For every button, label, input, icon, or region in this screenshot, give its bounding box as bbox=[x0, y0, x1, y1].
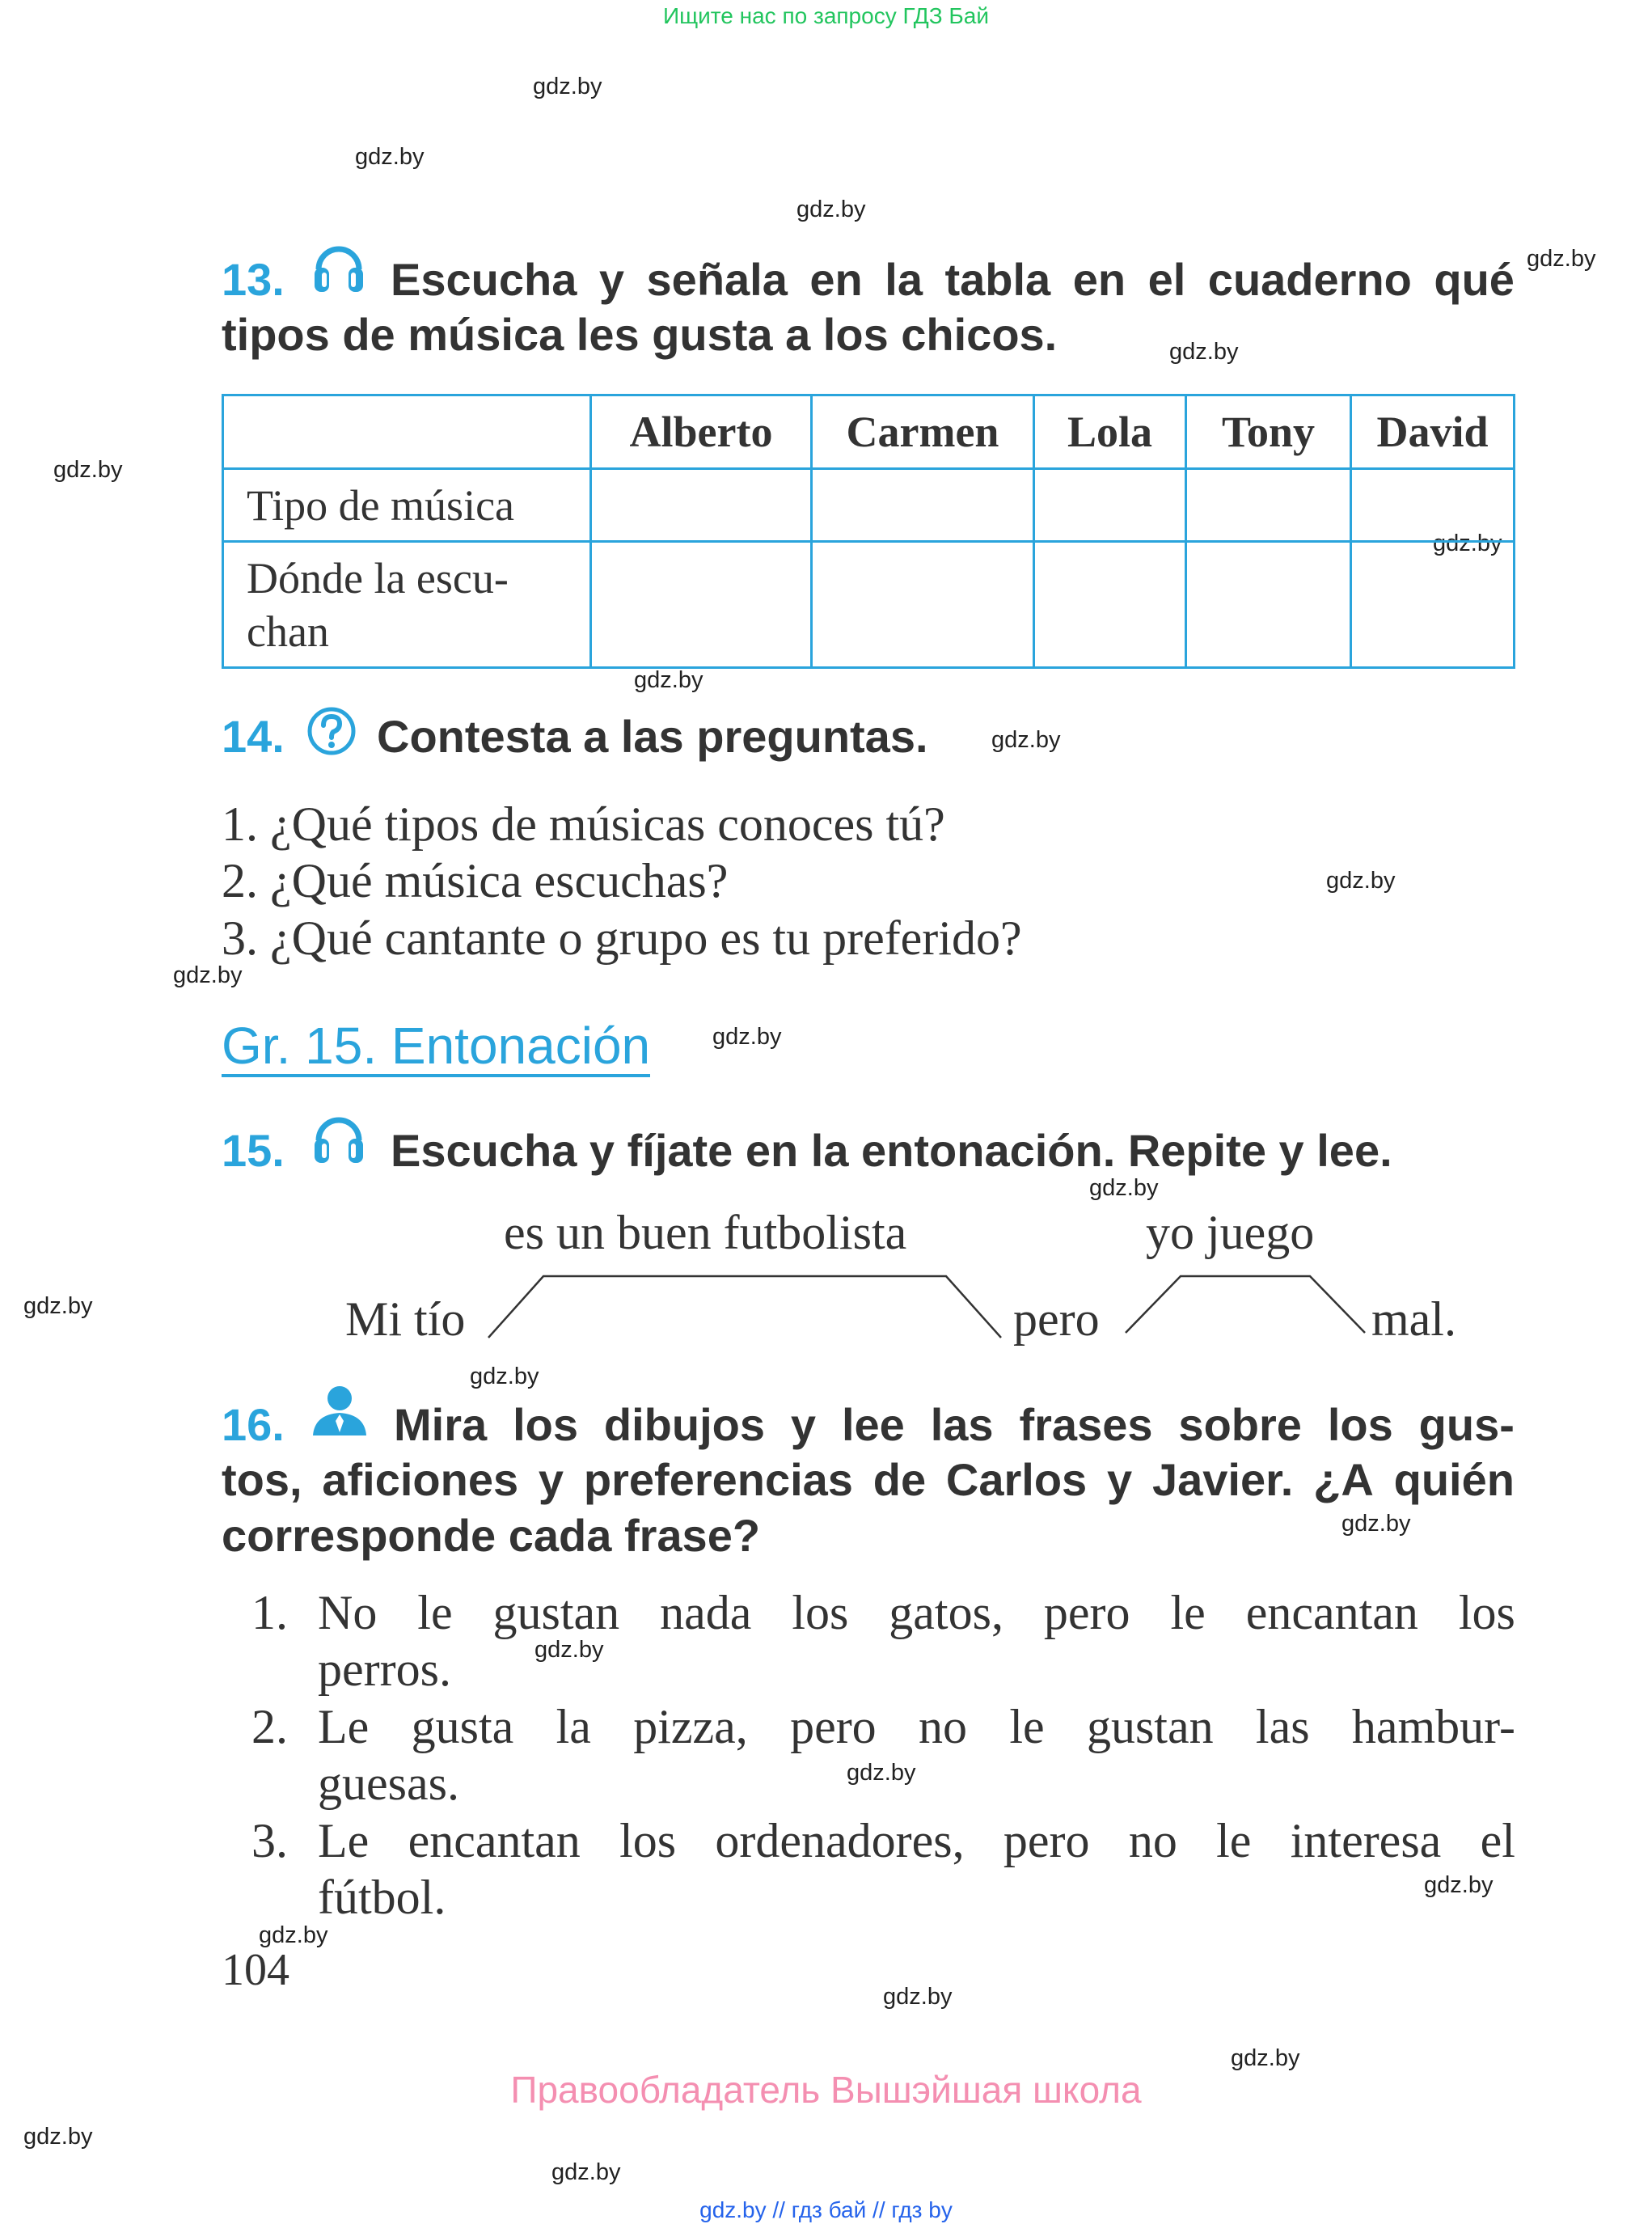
word: no bbox=[1128, 1814, 1177, 1867]
word: los bbox=[1458, 1586, 1515, 1639]
copyright-notice: Правообладатель Вышэйшая школа bbox=[510, 2069, 1142, 2111]
question-item: 2. ¿Qué música escuchas? bbox=[222, 854, 729, 907]
word: Le bbox=[318, 1814, 370, 1867]
word: encantan bbox=[1245, 1586, 1418, 1639]
intonation-upper-phrase-2: yo juego bbox=[1146, 1206, 1315, 1259]
watermark: gdz.by bbox=[23, 2124, 93, 2150]
watermark: gdz.by bbox=[1169, 339, 1239, 365]
word: de bbox=[872, 1454, 927, 1505]
watermark: gdz.by bbox=[1341, 1511, 1411, 1537]
word: pero bbox=[1003, 1814, 1090, 1867]
word: ordenadores, bbox=[715, 1814, 965, 1867]
column-header: David bbox=[1351, 395, 1515, 469]
intonation-lower-phrase-2: pero bbox=[1013, 1292, 1100, 1346]
word: le bbox=[1170, 1586, 1206, 1639]
watermark: gdz.by bbox=[259, 1922, 328, 1948]
item-line: perros. bbox=[318, 1643, 451, 1696]
word: las bbox=[1255, 1700, 1310, 1753]
word: dibujos bbox=[603, 1399, 765, 1450]
word: pizza, bbox=[633, 1700, 748, 1753]
word: gustan bbox=[492, 1586, 620, 1639]
watermark: gdz.by bbox=[1326, 868, 1396, 894]
exercise-13-title-line1 bbox=[391, 253, 1515, 306]
watermark: gdz.by bbox=[1089, 1175, 1159, 1201]
word: lee bbox=[841, 1399, 905, 1450]
word: y bbox=[598, 254, 625, 305]
column-header: Alberto bbox=[591, 395, 812, 469]
headphones-icon bbox=[312, 237, 365, 295]
item-number: 3. bbox=[251, 1814, 288, 1867]
word: tos, bbox=[222, 1454, 302, 1505]
headphones-icon bbox=[312, 1108, 365, 1166]
word: sobre bbox=[1178, 1399, 1302, 1450]
item-line: guesas. bbox=[318, 1757, 459, 1810]
grammar-section-title: Gr. 15. Entonación bbox=[222, 1017, 650, 1077]
watermark: gdz.by bbox=[53, 457, 123, 483]
watermark: gdz.by bbox=[173, 962, 243, 988]
watermark: gdz.by bbox=[1527, 246, 1596, 272]
row-label-line2: chan bbox=[247, 607, 329, 656]
column-header: Lola bbox=[1034, 395, 1186, 469]
table-row bbox=[223, 542, 1515, 668]
exercise-14-number: 14. bbox=[222, 711, 285, 762]
table-corner bbox=[223, 395, 591, 469]
watermark: gdz.by bbox=[847, 1760, 916, 1786]
row-label: Tipo de música bbox=[223, 469, 591, 542]
word: hambur- bbox=[1351, 1700, 1515, 1753]
watermark: gdz.by bbox=[534, 1637, 604, 1663]
word: gatos, bbox=[889, 1586, 1003, 1639]
word: Mira bbox=[394, 1399, 488, 1450]
word: Escucha bbox=[391, 254, 577, 305]
watermark: gdz.by bbox=[1231, 2045, 1300, 2071]
word: los bbox=[619, 1814, 677, 1867]
intonation-lower-phrase-3: mal. bbox=[1371, 1292, 1456, 1346]
table-cell[interactable] bbox=[1034, 542, 1186, 668]
table-row bbox=[223, 469, 1515, 542]
item-line: fútbol. bbox=[318, 1871, 446, 1924]
watermark: gdz.by bbox=[470, 1364, 539, 1389]
item-line bbox=[318, 1813, 1515, 1869]
word: pero bbox=[1043, 1586, 1130, 1639]
word: gusta bbox=[411, 1700, 514, 1753]
word: Le bbox=[318, 1700, 370, 1753]
watermark: gdz.by bbox=[1433, 531, 1502, 556]
table-cell[interactable] bbox=[1186, 469, 1351, 542]
word: frases bbox=[1019, 1399, 1153, 1450]
exercise-16-title-line3: corresponde cada frase? bbox=[222, 1510, 761, 1561]
word: aficiones bbox=[322, 1454, 519, 1505]
word: le bbox=[417, 1586, 453, 1639]
exercise-14-title: Contesta a las preguntas. bbox=[377, 711, 928, 762]
word: gus- bbox=[1418, 1399, 1515, 1450]
watermark: gdz.by bbox=[991, 727, 1061, 753]
item-number: 2. bbox=[251, 1700, 288, 1753]
exercise-16-title-line1 bbox=[394, 1398, 1515, 1451]
word: quién bbox=[1393, 1454, 1515, 1505]
word: preferencias bbox=[583, 1454, 853, 1505]
word: señala bbox=[646, 254, 788, 305]
table-header-row bbox=[223, 395, 1515, 469]
word: No bbox=[318, 1586, 378, 1639]
watermark: gdz.by bbox=[796, 197, 866, 222]
word: los bbox=[513, 1399, 578, 1450]
watermark: gdz.by bbox=[883, 1984, 953, 2010]
person-icon bbox=[310, 1384, 370, 1437]
word: y bbox=[1107, 1454, 1133, 1505]
word: ¿A bbox=[1313, 1454, 1374, 1505]
question-icon bbox=[306, 706, 357, 756]
exercise-15-title: Escucha y fíjate en la entonación. Repite y lee. bbox=[391, 1125, 1392, 1176]
column-header: Carmen bbox=[812, 395, 1034, 469]
watermark: gdz.by bbox=[634, 667, 703, 693]
word: le bbox=[1216, 1814, 1252, 1867]
word: los bbox=[792, 1586, 849, 1639]
exercise-13-number: 13. bbox=[222, 254, 285, 305]
word: le bbox=[1009, 1700, 1045, 1753]
word: en bbox=[809, 254, 863, 305]
item-line bbox=[318, 1585, 1515, 1641]
intonation-lower-phrase-1: Mi tío bbox=[345, 1292, 466, 1346]
word: nada bbox=[660, 1586, 752, 1639]
watermark: gdz.by bbox=[355, 144, 425, 170]
word: pero bbox=[790, 1700, 877, 1753]
question-item: 3. ¿Qué cantante o grupo es tu preferido? bbox=[222, 911, 1022, 965]
table-cell[interactable] bbox=[1186, 542, 1351, 668]
exercise-15-number: 15. bbox=[222, 1125, 285, 1176]
table-cell[interactable] bbox=[1351, 469, 1515, 542]
page-number: 104 bbox=[222, 1945, 289, 1995]
exercise-16-title-line2 bbox=[222, 1453, 1515, 1506]
exercise-16-number: 16. bbox=[222, 1399, 285, 1450]
word: no bbox=[919, 1700, 967, 1753]
word: gustan bbox=[1086, 1700, 1214, 1753]
top-banner[interactable]: Ищите нас по запросу ГДЗ Бай bbox=[662, 3, 990, 28]
row-label-text: Dónde la escu- bbox=[247, 553, 509, 603]
table-cell[interactable] bbox=[812, 469, 1034, 542]
watermark: gdz.by bbox=[1424, 1872, 1494, 1898]
table-cell[interactable] bbox=[812, 542, 1034, 668]
watermark: gdz.by bbox=[23, 1293, 93, 1319]
word: Javier. bbox=[1151, 1454, 1294, 1505]
table-cell[interactable] bbox=[1034, 469, 1186, 542]
word: qué bbox=[1434, 254, 1515, 305]
word: el bbox=[1147, 254, 1186, 305]
row-label bbox=[223, 542, 591, 668]
item-line bbox=[318, 1699, 1515, 1755]
word: los bbox=[1327, 1399, 1393, 1450]
word: la bbox=[556, 1700, 591, 1753]
item-number: 1. bbox=[251, 1586, 288, 1639]
word: en bbox=[1072, 254, 1126, 305]
word: y bbox=[538, 1454, 564, 1505]
music-table bbox=[222, 394, 1515, 669]
word: y bbox=[790, 1399, 817, 1450]
watermark: gdz.by bbox=[533, 74, 602, 99]
word: tabla bbox=[944, 254, 1051, 305]
watermark: gdz.by bbox=[712, 1024, 782, 1050]
table-cell[interactable] bbox=[591, 469, 812, 542]
word: las bbox=[930, 1399, 994, 1450]
table-cell[interactable] bbox=[591, 542, 812, 668]
watermark: gdz.by bbox=[551, 2159, 621, 2185]
word: encantan bbox=[408, 1814, 581, 1867]
row-label-line1 bbox=[247, 552, 546, 605]
table-cell[interactable] bbox=[1351, 542, 1515, 668]
word: interesa bbox=[1290, 1814, 1442, 1867]
word: el bbox=[1480, 1814, 1515, 1867]
intonation-upper-phrase-1: es un buen futbolista bbox=[504, 1206, 907, 1259]
word: la bbox=[885, 254, 923, 305]
exercise-13-title-line2: tipos de música les gusta a los chicos. bbox=[222, 309, 1058, 360]
column-header: Tony bbox=[1186, 395, 1351, 469]
word: Carlos bbox=[945, 1454, 1088, 1505]
word: cuaderno bbox=[1207, 254, 1412, 305]
footer-links[interactable]: gdz.by // гдз бай // гдз by bbox=[699, 2197, 953, 2222]
question-item: 1. ¿Qué tipos de músicas conoces tú? bbox=[222, 797, 945, 851]
